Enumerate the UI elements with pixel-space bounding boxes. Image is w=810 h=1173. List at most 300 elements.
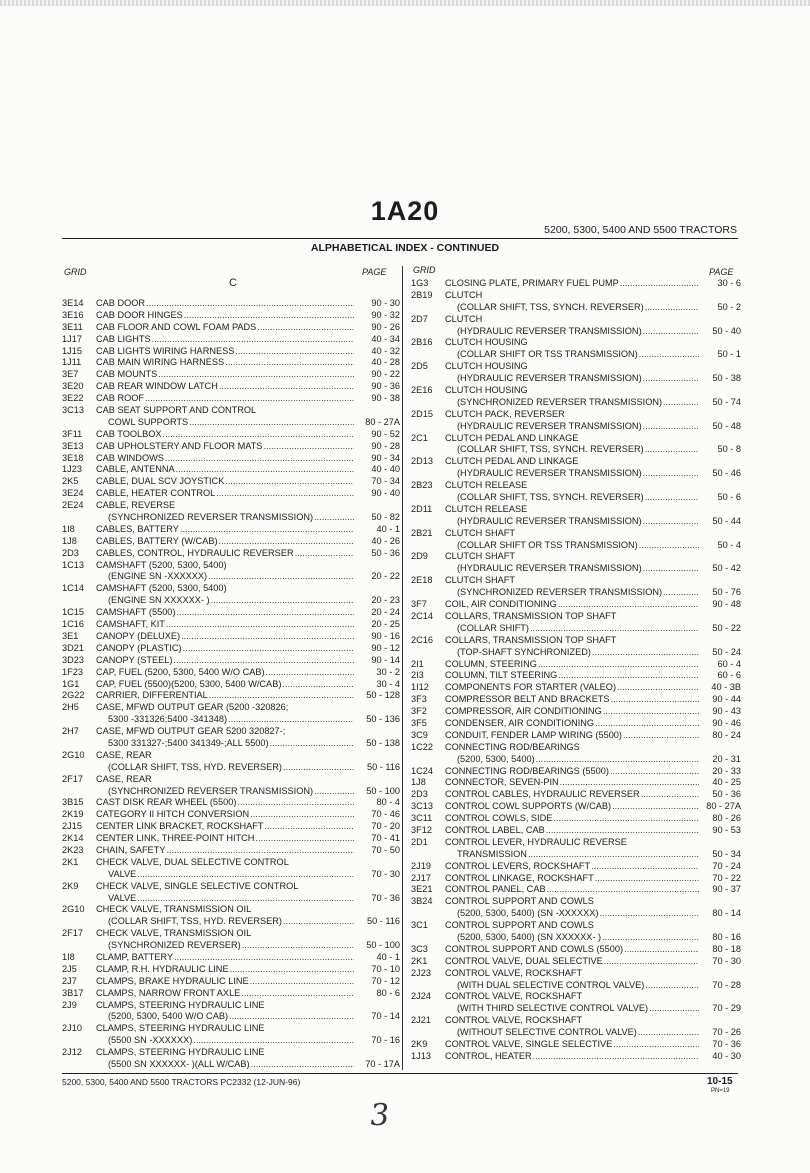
grid-ref: 2K1: [411, 955, 428, 966]
entry-label: CAMSHAFT (5200, 5300, 5400): [96, 559, 227, 570]
index-entry: [411, 647, 741, 659]
page-ref: 50 - 42: [712, 563, 741, 574]
index-entry: [62, 346, 400, 358]
index-entry: [62, 833, 400, 845]
page-ref: 40 - 26: [371, 535, 400, 546]
dot-leader: [295, 548, 354, 560]
grid-ref: 1C13: [62, 559, 84, 570]
dot-leader: [645, 444, 699, 456]
entry-label: COMPRESSOR, AIR CONDITIONING: [445, 706, 602, 717]
entry-label: CAB SEAT SUPPORT AND CONTROL: [96, 405, 257, 416]
dot-leader: [216, 488, 354, 500]
grid-ref: 2J9: [62, 999, 77, 1010]
entry-label: CABLES, BATTERY (W/CAB): [96, 535, 218, 546]
book-title: 5200, 5300, 5400 AND 5500 TRACTORS: [544, 224, 737, 236]
entry-text: [96, 571, 354, 583]
entry-text: [96, 643, 354, 655]
grid-ref: [62, 571, 96, 583]
entry-text: [96, 417, 354, 429]
index-entry: [62, 655, 400, 667]
index-entry: [411, 884, 741, 896]
entry-label: COWL SUPPORTS: [108, 416, 189, 427]
page-ref: 50 - 48: [712, 420, 741, 431]
entry-label: CAB UPHOLSTERY AND FLOOR MATS: [96, 440, 263, 451]
page-title: ALPHABETICAL INDEX - CONTINUED: [310, 242, 500, 254]
entry-label: CENTER LINK, THREE-POINT HITCH: [96, 833, 255, 844]
page-ref: [354, 583, 400, 595]
page-ref: 70 - 10: [371, 963, 400, 974]
entry-text: [445, 837, 699, 849]
grid-ref: 3E20: [62, 381, 84, 392]
page-ref: [699, 920, 741, 932]
entry-text: [96, 464, 354, 476]
index-entry: [62, 298, 400, 310]
grid-ref: 2D13: [411, 456, 433, 467]
entry-label: CABLE, DUAL SCV JOYSTICK: [96, 476, 225, 487]
entry-label: CANOPY (PLASTIC): [96, 642, 182, 653]
grid-ref: 1C22: [411, 741, 433, 752]
entry-label: 5300 -331326;5400 -341348): [108, 714, 228, 725]
grid-ref: 3E1: [62, 630, 79, 641]
entry-label: VALVE: [108, 868, 137, 879]
page-ref: [699, 968, 741, 980]
page-number: 10-15: [707, 1076, 733, 1087]
entry-label: CAMSHAFT (5200, 5300, 5400): [96, 583, 227, 594]
index-entry: [62, 1035, 400, 1047]
entry-label: CHECK VALVE, SINGLE SELECTIVE CONTROL: [96, 880, 299, 891]
page-ref: 90 - 44: [712, 694, 741, 705]
grid-ref: 1I8: [62, 951, 75, 962]
dot-leader: [599, 908, 699, 920]
entry-text: [445, 326, 699, 338]
footer-text: 5200, 5300, 5400 AND 5500 TRACTORS PC2332 (12-JUN-96): [62, 1077, 301, 1087]
page-ref: 50 - 82: [371, 512, 400, 523]
page-ref: 50 - 4: [717, 539, 741, 550]
grid-ref: 3E22: [62, 393, 84, 404]
grid-ref: 2E24: [62, 500, 84, 511]
index-entry: [411, 670, 741, 682]
entry-text: [445, 873, 699, 885]
page-ref: 20 - 24: [371, 607, 400, 618]
index-entry: [62, 774, 400, 786]
entry-text: [96, 667, 354, 679]
index-entry: [411, 326, 741, 338]
grid-ref: 2K19: [62, 809, 84, 820]
entry-text: [96, 1000, 354, 1012]
grid-ref: 3B17: [62, 987, 84, 998]
entry-text: [96, 797, 354, 809]
grid-ref: [411, 980, 445, 992]
grid-ref: 3F2: [411, 706, 427, 717]
entry-label: CAB ROOF: [96, 393, 144, 404]
dot-leader: [229, 1011, 354, 1023]
entry-label: CONTROL LEVER, HYDRAULIC REVERSE: [445, 836, 627, 847]
entry-text: [445, 789, 699, 801]
entry-text: [96, 714, 354, 726]
entry-text: [445, 647, 699, 659]
dot-leader: [176, 464, 354, 476]
index-entry: [411, 575, 741, 587]
page-ref: [354, 1047, 400, 1059]
entry-label: (HYDRAULIC REVERSER TRANSMISSION): [457, 420, 642, 431]
page-ref: 40 - 34: [371, 333, 400, 344]
page-ref: 80 - 14: [712, 908, 741, 919]
entry-label: CAP, FUEL (5200, 5300, 5400 W/O CAB): [96, 666, 265, 677]
page-ref: [354, 560, 400, 572]
index-entry: [62, 821, 400, 833]
grid-ref: 2B19: [411, 289, 433, 300]
dot-leader: [558, 599, 699, 611]
entry-label: CLAMPS, STEERING HYDRAULIC LINE: [96, 999, 265, 1010]
dot-leader: [591, 861, 699, 873]
page-code: 1A20: [370, 196, 440, 226]
page-ref: 50 - 36: [712, 789, 741, 800]
dot-leader: [643, 326, 699, 338]
entry-label: (SYNCHRONIZED REVERSER TRANSMISSION): [108, 512, 314, 523]
index-entry: [411, 825, 741, 837]
entry-text: [445, 754, 699, 766]
grid-ref: 2E16: [411, 385, 433, 396]
dot-leader: [250, 976, 354, 988]
entry-label: CLUTCH PEDAL AND LINKAGE: [445, 432, 579, 443]
entry-text: [96, 988, 354, 1000]
dot-leader: [663, 587, 699, 599]
page-ref: 70 - 29: [712, 1003, 741, 1014]
index-entry: [411, 540, 741, 552]
grid-ref: [411, 563, 445, 575]
entry-label: (TOP-SHAFT SYNCHRONIZED): [457, 646, 591, 657]
entry-label: CHECK VALVE, DUAL SELECTIVE CONTROL: [96, 856, 289, 867]
page-column-header: PAGE: [362, 267, 387, 277]
page-ref: 90 - 43: [712, 706, 741, 717]
index-entry: [62, 916, 400, 928]
dot-leader: [255, 833, 354, 845]
grid-ref: [62, 940, 96, 952]
dot-leader: [536, 754, 699, 766]
index-entry: [411, 397, 741, 409]
dot-leader: [266, 667, 354, 679]
index-entry: [411, 1039, 741, 1051]
dot-leader: [166, 619, 354, 631]
entry-label: CLUTCH: [445, 289, 483, 300]
entry-label: CLAMPS, NARROW FRONT AXLE: [96, 987, 241, 998]
entry-text: [96, 1047, 354, 1059]
dot-leader: [547, 884, 699, 896]
page-ref: [699, 433, 741, 445]
grid-ref: 2K23: [62, 844, 84, 855]
dot-leader: [643, 516, 699, 528]
dot-leader: [235, 346, 354, 358]
page-ref: 30 - 2: [376, 666, 400, 677]
grid-ref: [62, 738, 96, 750]
entry-text: [96, 928, 354, 940]
index-entry: [411, 278, 741, 290]
page-ref: 20 - 33: [712, 765, 741, 776]
entry-label: CONNECTOR, SEVEN-PIN: [445, 777, 559, 788]
page-ref: [699, 635, 741, 647]
entry-label: (SYNCHRONIZED REVERSER TRANSMISSION): [108, 785, 314, 796]
page-ref: 70 - 30: [371, 868, 400, 879]
index-entry: [411, 1003, 741, 1015]
entry-label: (HYDRAULIC REVERSER TRANSMISSION): [457, 515, 642, 526]
entry-text: [445, 623, 699, 635]
index-entry: [411, 433, 741, 445]
page-ref: [699, 837, 741, 849]
grid-ref: [411, 421, 445, 433]
index-entry: [411, 373, 741, 385]
grid-ref: 3F7: [411, 599, 427, 610]
page-ref: [699, 742, 741, 754]
entry-label: CONNECTING ROD/BEARINGS: [445, 741, 580, 752]
grid-ref: 2D11: [411, 503, 433, 514]
page-ref: 90 - 28: [371, 440, 400, 451]
entry-label: (5200, 5300, 5400) (SN XXXXXX- ): [457, 931, 602, 942]
index-entry: [411, 1051, 741, 1063]
entry-label: (5200, 5300, 5400): [457, 753, 535, 764]
page-ref: 90 - 52: [371, 428, 400, 439]
grid-ref: 3B24: [411, 896, 433, 907]
dot-leader: [257, 322, 354, 334]
page-ref: 80 - 27A: [706, 801, 741, 812]
grid-ref: 1C15: [62, 607, 84, 618]
page-ref: [354, 750, 400, 762]
index-entry: [411, 896, 741, 908]
entry-label: COLLARS, TRANSMISSION TOP SHAFT: [445, 610, 617, 621]
grid-ref: [411, 1003, 445, 1015]
dot-leader: [649, 1003, 699, 1015]
grid-ref: 2K9: [411, 1039, 428, 1049]
page-ref: [699, 480, 741, 492]
entry-text: [445, 884, 699, 896]
entry-label: CLUTCH: [445, 313, 483, 324]
page-ref: [354, 904, 400, 916]
page-ref: [699, 504, 741, 516]
page-ref: 80 - 16: [712, 931, 741, 942]
entry-label: 5300 331327-;5400 341349-;ALL 5500): [108, 737, 269, 748]
grid-ref: 2G22: [62, 690, 85, 701]
page-ref: 20 - 23: [371, 595, 400, 606]
dot-leader: [251, 1059, 354, 1071]
page-ref: 70 - 30: [712, 955, 741, 966]
page-ref: 20 - 25: [371, 619, 400, 630]
dot-leader: [643, 468, 699, 480]
entry-text: [96, 1035, 354, 1047]
index-entry: [411, 635, 741, 647]
dot-leader: [237, 797, 354, 809]
grid-ref: 1J13: [411, 1050, 431, 1061]
grid-ref: 2K5: [62, 476, 79, 487]
page-ref: 40 - 30: [712, 1050, 741, 1061]
grid-ref: 2J7: [62, 975, 77, 986]
entry-label: COLUMN, TILT STEERING: [445, 670, 558, 681]
grid-ref: 2B23: [411, 480, 433, 491]
grid-ref: 2D9: [411, 551, 428, 562]
index-entry: [62, 453, 400, 465]
entry-text: [445, 361, 699, 373]
page-ref: 50 - 44: [712, 515, 741, 526]
page-ref: 50 - 24: [712, 646, 741, 657]
index-column-right: [411, 278, 741, 1063]
page-ref: 50 - 22: [712, 622, 741, 633]
index-entry: [411, 587, 741, 599]
entry-text: [445, 563, 699, 575]
page-ref: 90 - 37: [712, 884, 741, 895]
entry-text: [445, 278, 699, 290]
page-ref: 80 - 4: [376, 797, 400, 808]
entry-label: CLUTCH PACK, REVERSER: [445, 408, 565, 419]
entry-text: [96, 762, 354, 774]
dot-leader: [165, 453, 354, 465]
entry-text: [96, 476, 354, 488]
entry-label: (COLLAR SHIFT, TSS, SYNCH. REVERSER): [457, 301, 644, 312]
grid-ref: 2C16: [411, 634, 433, 645]
entry-text: [96, 702, 354, 714]
index-entry: [62, 310, 400, 322]
index-entry: [62, 643, 400, 655]
dot-leader: [230, 964, 354, 976]
page-ref: [699, 575, 741, 587]
dot-leader: [152, 334, 354, 346]
grid-ref: [62, 869, 96, 881]
index-entry: [62, 857, 400, 869]
entry-text: [96, 346, 354, 358]
entry-label: (5200, 5300, 5400 W/O CAB): [108, 1011, 229, 1022]
index-entry: [411, 611, 741, 623]
dot-leader: [553, 813, 699, 825]
index-entry: [411, 659, 741, 671]
entry-text: [445, 1027, 699, 1039]
index-entry: [411, 777, 741, 789]
index-entry: [411, 706, 741, 718]
dot-leader: [314, 512, 354, 524]
entry-text: [96, 964, 354, 976]
dot-leader: [610, 766, 699, 778]
entry-label: CONDUIT, FENDER LAMP WIRING (5500): [445, 729, 622, 740]
dot-leader: [270, 738, 354, 750]
index-entry: [62, 928, 400, 940]
grid-ref: 3F3: [411, 694, 427, 705]
dot-leader: [228, 714, 354, 726]
index-entry: [62, 536, 400, 548]
page-ref: 70 - 46: [371, 809, 400, 820]
entry-text: [445, 575, 699, 587]
page-column-header: PAGE: [709, 267, 734, 277]
index-entry: [411, 290, 741, 302]
entry-text: [445, 730, 699, 742]
grid-ref: 3F12: [411, 824, 432, 835]
section-letter: C: [229, 277, 237, 289]
index-entry: [62, 904, 400, 916]
dot-leader: [163, 429, 354, 441]
dot-leader: [183, 643, 354, 655]
page-ref: [699, 290, 741, 302]
entry-text: [96, 1011, 354, 1023]
grid-ref: 3E24: [62, 488, 84, 499]
entry-label: CATEGORY II HITCH CONVERSION: [96, 809, 250, 820]
entry-label: CAB FLOOR AND COWL FOAM PADS: [96, 321, 257, 332]
entry-text: [445, 825, 699, 837]
entry-label: CAB MOUNTS: [96, 369, 158, 380]
entry-text: [96, 774, 354, 786]
grid-ref: 1F23: [62, 666, 83, 677]
page-ref: 70 - 36: [712, 1039, 741, 1049]
index-entry: [62, 571, 400, 583]
grid-ref: [411, 1027, 445, 1039]
grid-ref: [411, 444, 445, 456]
index-entry: [62, 976, 400, 988]
entry-text: [96, 809, 354, 821]
page-ref: 70 - 16: [371, 1035, 400, 1046]
dot-leader: [624, 944, 699, 956]
entry-text: [445, 766, 699, 778]
entry-label: CONTROL PANEL, CAB: [445, 884, 546, 895]
page-ref: 70 - 50: [371, 844, 400, 855]
entry-label: CONDENSER, AIR CONDITIONING: [445, 717, 595, 728]
page-ref: 40 - 32: [371, 345, 400, 356]
dot-leader: [189, 417, 354, 429]
index-entry: [411, 599, 741, 611]
entry-label: (5200, 5300, 5400) (SN -XXXXXX): [457, 908, 599, 919]
dot-leader: [643, 373, 699, 385]
dot-leader: [617, 682, 699, 694]
entry-label: CONTROL SUPPORT AND COWLS: [445, 896, 594, 907]
entry-text: [96, 583, 354, 595]
dot-leader: [174, 952, 354, 964]
dot-leader: [602, 932, 699, 944]
dot-leader: [137, 869, 354, 881]
index-entry: [62, 845, 400, 857]
index-entry: [411, 742, 741, 754]
entry-label: CAMSHAFT (5500): [96, 607, 176, 618]
index-entry: [62, 869, 400, 881]
dot-leader: [241, 988, 354, 1000]
grid-ref: 1C14: [62, 583, 84, 594]
entry-label: CABLE, REVERSE: [96, 500, 176, 511]
index-entry: [62, 893, 400, 905]
page-ref: 40 - 25: [712, 777, 741, 788]
dot-leader: [641, 789, 699, 801]
dot-leader: [663, 397, 699, 409]
entry-label: (COLLAR SHIFT, TSS, SYNCH. REVERSER): [457, 492, 644, 503]
index-entry: [411, 516, 741, 528]
entry-text: [96, 607, 354, 619]
entry-label: CLUTCH HOUSING: [445, 337, 528, 348]
page-ref: [354, 774, 400, 786]
index-entry: [411, 813, 741, 825]
index-entry: [411, 623, 741, 635]
entry-text: [96, 405, 354, 417]
index-entry: [411, 302, 741, 314]
entry-text: [445, 670, 699, 682]
dot-leader: [283, 762, 354, 774]
index-entry: [411, 551, 741, 563]
page-ref: 70 - 24: [712, 860, 741, 871]
grid-ref: 2B16: [411, 337, 433, 348]
page-ref: 50 - 136: [366, 714, 400, 725]
dot-leader: [209, 690, 354, 702]
entry-label: (COLLAR SHIFT OR TSS TRANSMISSION): [457, 539, 638, 550]
page-ref: [699, 361, 741, 373]
entry-text: [445, 932, 699, 944]
grid-ref: 3C11: [411, 813, 433, 824]
page-ref: 70 - 17A: [365, 1059, 400, 1069]
page-ref: 90 - 48: [712, 599, 741, 610]
grid-ref: 1J17: [62, 333, 82, 344]
entry-label: CAB REAR WINDOW LATCH: [96, 381, 218, 392]
dot-leader: [166, 845, 354, 857]
index-entry: [411, 468, 741, 480]
page-ref: 50 - 116: [366, 761, 400, 772]
